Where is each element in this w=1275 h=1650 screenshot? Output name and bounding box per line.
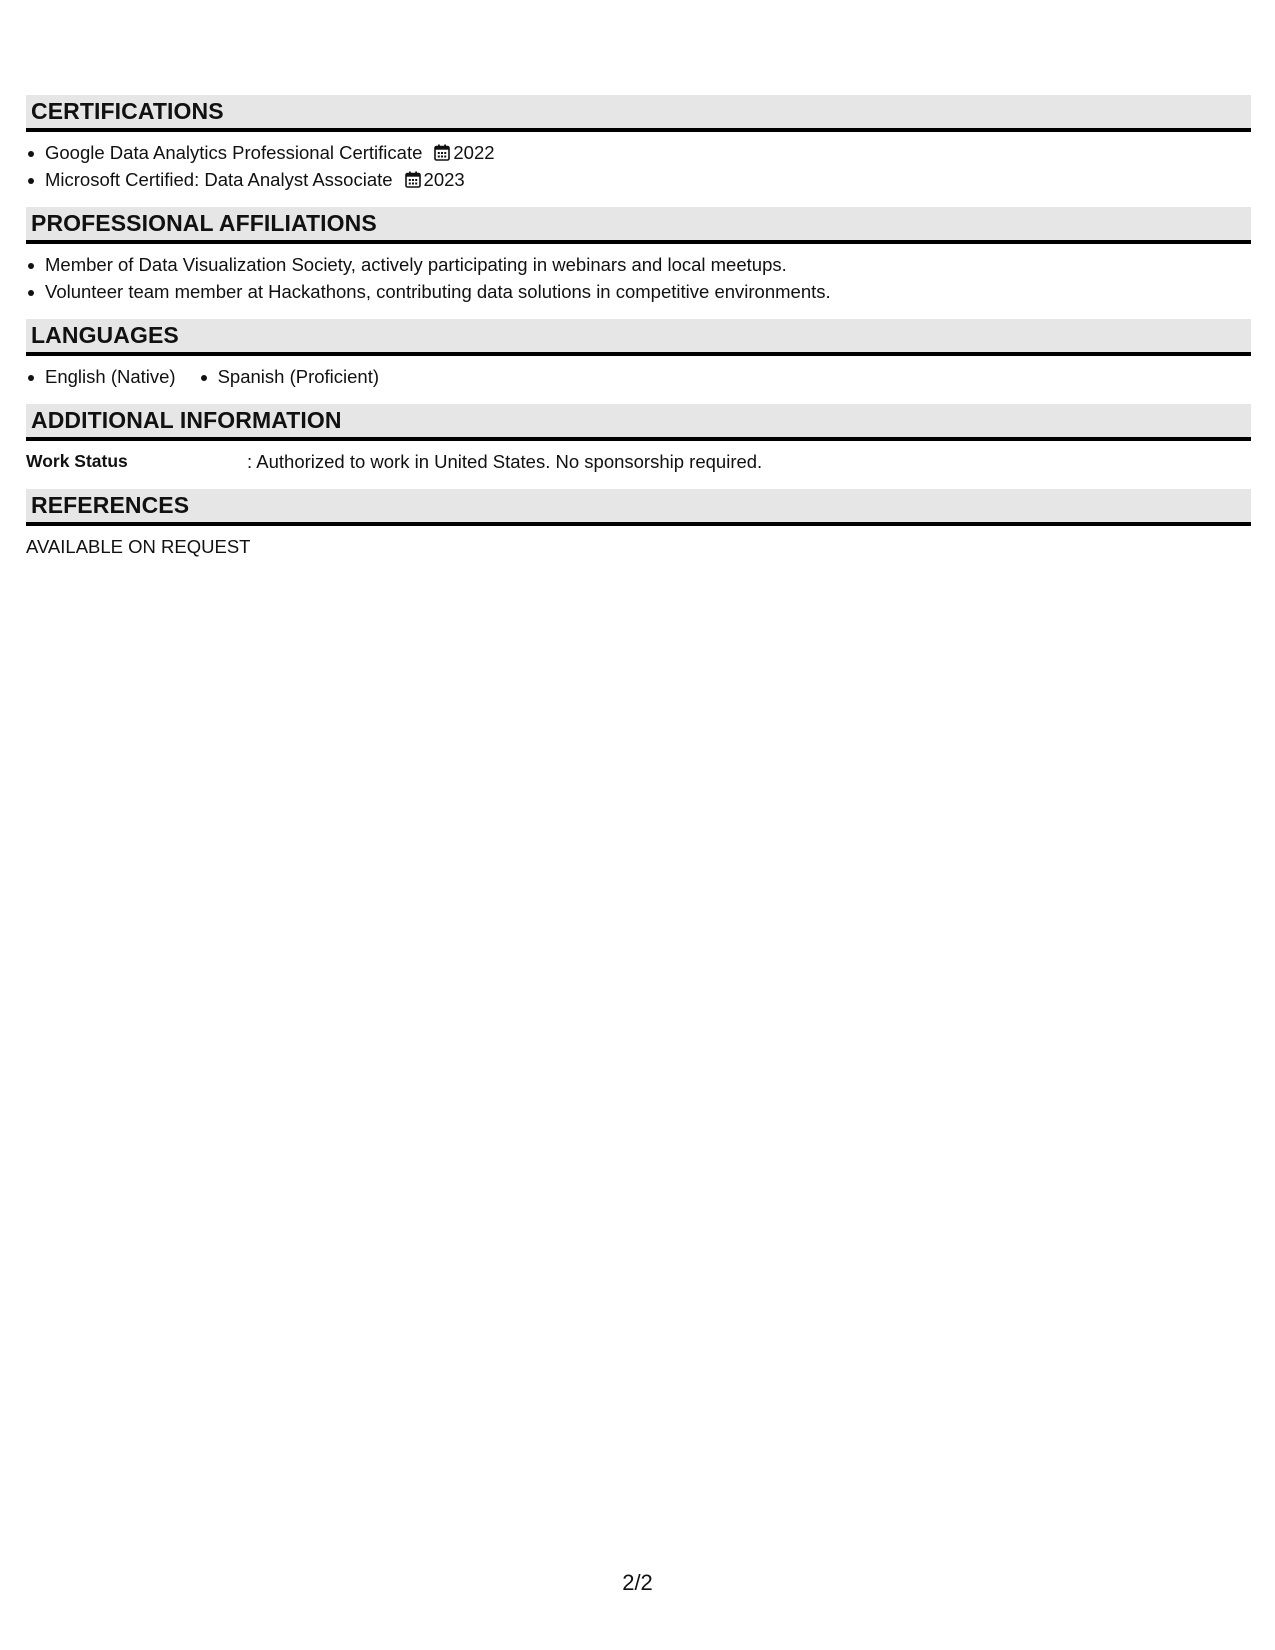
additional-info-section: [26, 404, 1251, 475]
certification-item: [26, 166, 1251, 193]
language-item: Spanish (Proficient): [199, 363, 379, 390]
languages-header: [26, 319, 1251, 356]
resume-page: [26, 95, 1251, 574]
certifications-list: [26, 139, 1251, 193]
affiliation-item: Volunteer team member at Hackathons, contributing data solutions in competitive environments.: [26, 278, 1251, 305]
certification-item: [26, 139, 1251, 166]
affiliation-item: Member of Data Visualization Society, actively participating in webinars and local meetups.: [26, 251, 1251, 278]
work-status-label: Work Status: [26, 451, 128, 471]
languages-title: LANGUAGES: [31, 322, 179, 348]
references-header: [26, 489, 1251, 526]
affiliations-header: [26, 207, 1251, 244]
page-number: 2/2: [622, 1570, 653, 1595]
languages-list: [26, 363, 1251, 390]
affiliations-section: [26, 207, 1251, 305]
certification-name: Microsoft Certified: Data Analyst Associate: [45, 169, 393, 190]
certification-year: 2023: [423, 169, 465, 190]
work-status-row: [26, 448, 1251, 475]
certifications-section: [26, 95, 1251, 193]
references-section: [26, 489, 1251, 560]
work-status-value: : Authorized to work in United States. No sponsorship required.: [247, 451, 763, 472]
languages-section: [26, 319, 1251, 390]
language-item: English (Native): [26, 363, 176, 390]
references-text: AVAILABLE ON REQUEST: [26, 536, 251, 557]
certification-year: 2022: [453, 142, 495, 163]
certifications-title: CERTIFICATIONS: [31, 98, 224, 124]
certifications-header: [26, 95, 1251, 132]
affiliations-list: [26, 251, 1251, 305]
references-title: REFERENCES: [31, 492, 190, 518]
additional-info-title: ADDITIONAL INFORMATION: [31, 407, 342, 433]
additional-info-header: [26, 404, 1251, 441]
affiliations-title: PROFESSIONAL AFFILIATIONS: [31, 210, 377, 236]
calendar-icon: [434, 144, 450, 161]
certification-name: Google Data Analytics Professional Certificate: [45, 142, 423, 163]
calendar-icon: [405, 171, 421, 188]
